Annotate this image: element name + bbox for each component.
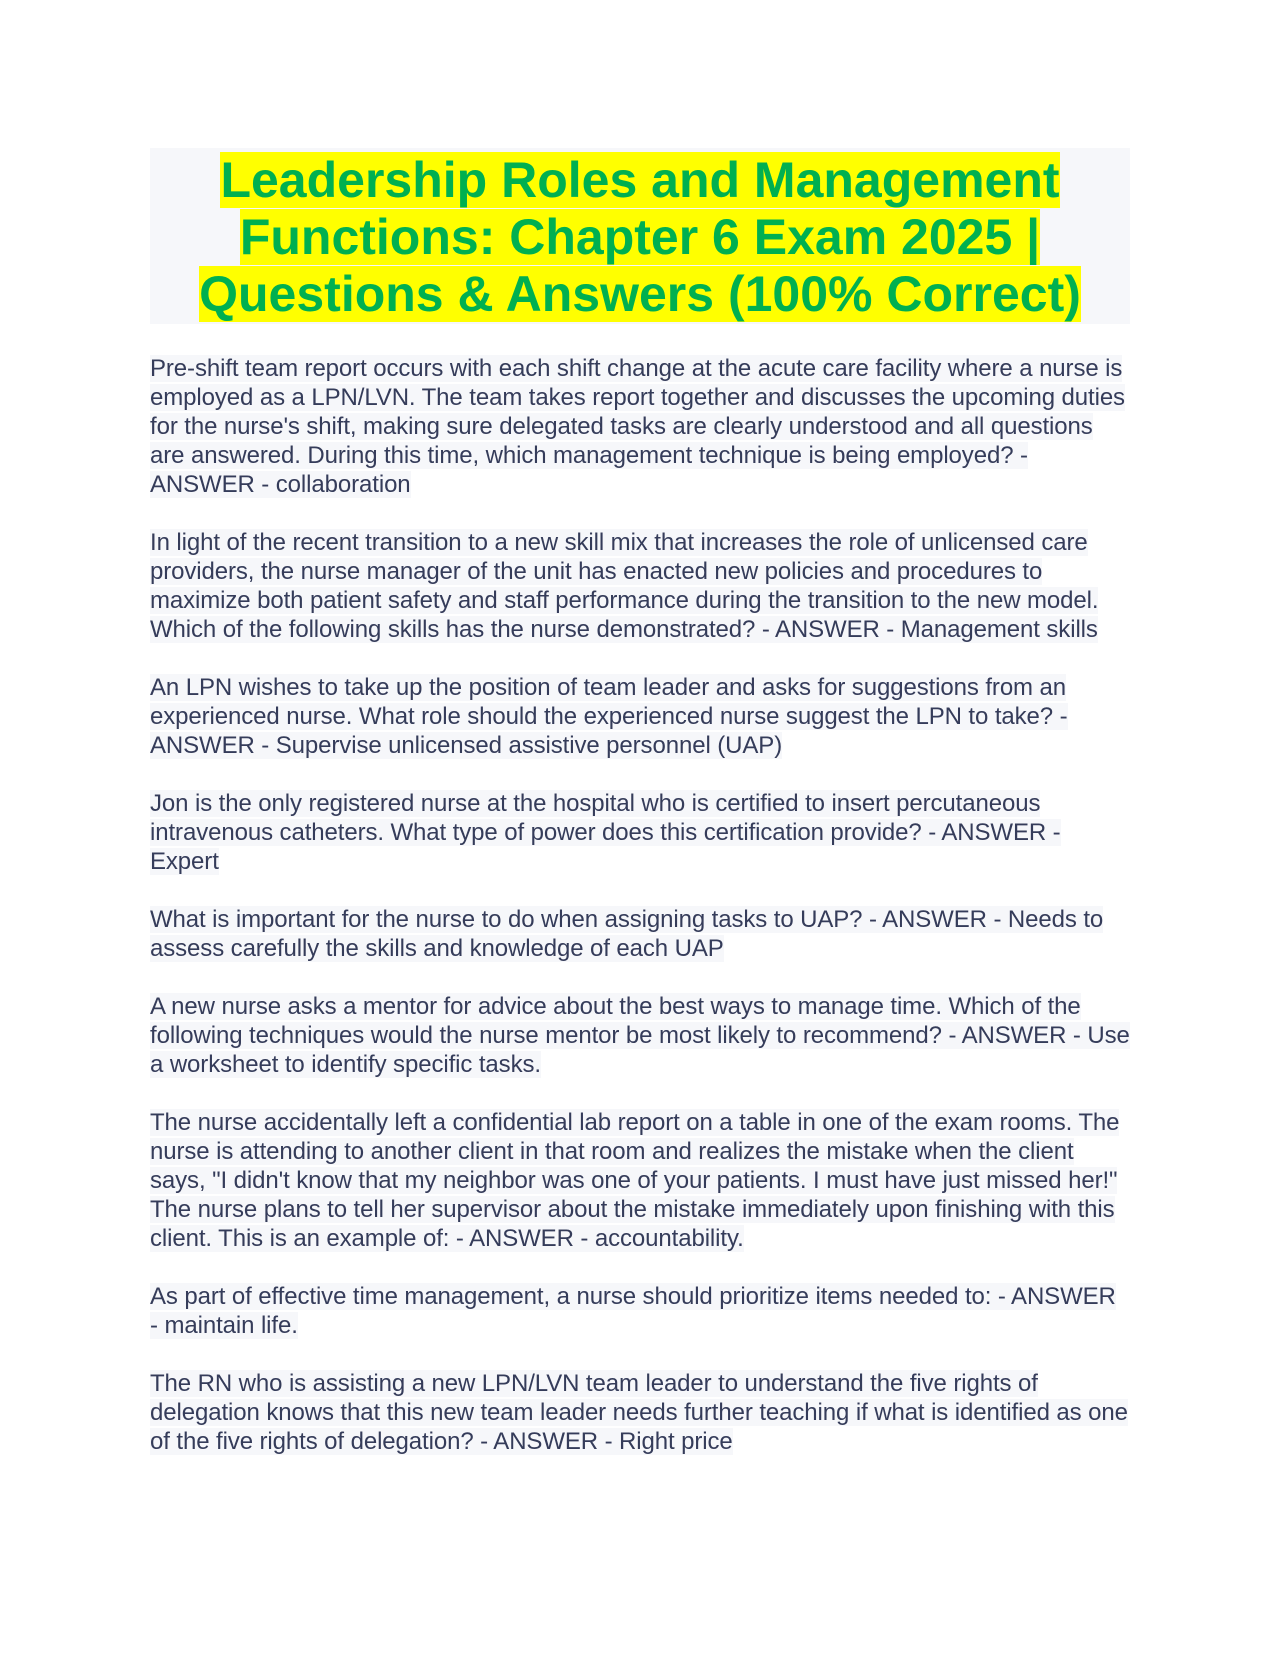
title-line-3: Questions & Answers (100% Correct) bbox=[199, 266, 1081, 322]
title-line-1: Leadership Roles and Management bbox=[220, 152, 1060, 208]
qa-item-4 bbox=[150, 789, 1130, 876]
qa-text: An LPN wishes to take up the position of team leader and asks for suggestions from an experienced nurse. What role should the experienced nurse suggest the LPN to take? - ANSWER - Supervise unlicensed assistive personnel (UAP) bbox=[150, 674, 1068, 759]
qa-text: A new nurse asks a mentor for advice about the best ways to manage time. Which of the following techniques would the nurse mentor be most likely to recommend? - ANSWER - Use a worksheet to identify specific tasks. bbox=[150, 993, 1130, 1078]
qa-item-3 bbox=[150, 673, 1130, 760]
qa-text: Pre-shift team report occurs with each shift change at the acute care facility where a nurse is employed as a LPN/LVN. The team takes report together and discusses the upcoming duties for the nurse's shift, making sure delegated tasks are clearly understood and all questions are answered. During this time, which management technique is being employed? - ANSWER - collaboration bbox=[150, 355, 1125, 498]
qa-item-9 bbox=[150, 1369, 1130, 1456]
qa-text: The RN who is assisting a new LPN/LVN team leader to understand the five rights of delegation knows that this new team leader needs further teaching if what is identified as one of the five rights of delegation? - ANSWER - Right price bbox=[150, 1370, 1128, 1455]
qa-text: In light of the recent transition to a new skill mix that increases the role of unlicensed care providers, the nurse manager of the unit has enacted new policies and procedures to maximize both patient safety and staff performance during the transition to the new model. Which of the following skills has the nurse demonstrated? - ANSWER - Management skills bbox=[150, 529, 1099, 643]
qa-item-8 bbox=[150, 1282, 1130, 1340]
qa-item-1 bbox=[150, 354, 1130, 499]
qa-text: What is important for the nurse to do when assigning tasks to UAP? - ANSWER - Needs to assess carefully the skills and knowledge of each UAP bbox=[150, 906, 1104, 962]
qa-list bbox=[150, 354, 1130, 1456]
qa-text: As part of effective time management, a nurse should prioritize items needed to: - ANSWER - maintain life. bbox=[150, 1283, 1116, 1339]
qa-item-2 bbox=[150, 528, 1130, 644]
qa-item-7 bbox=[150, 1108, 1130, 1253]
qa-text: The nurse accidentally left a confidential lab report on a table in one of the exam rooms. The nurse is attending to another client in that room and realizes the mistake when the client says, "I didn't know that my neighbor was one of your patients. I must have just missed her!" The nurse plans to tell her supervisor about the mistake immediately upon finishing with this client. This is an example of: - ANSWER - accountability. bbox=[150, 1109, 1120, 1252]
document-title bbox=[150, 152, 1130, 323]
title-block bbox=[150, 148, 1130, 324]
qa-text: Jon is the only registered nurse at the hospital who is certified to insert percutaneous intravenous catheters. What type of power does this certification provide? - ANSWER - Expert bbox=[150, 790, 1061, 875]
document-page bbox=[150, 148, 1130, 1485]
qa-item-5 bbox=[150, 905, 1130, 963]
qa-item-6 bbox=[150, 992, 1130, 1079]
title-line-2: Functions: Chapter 6 Exam 2025 | bbox=[239, 209, 1041, 265]
